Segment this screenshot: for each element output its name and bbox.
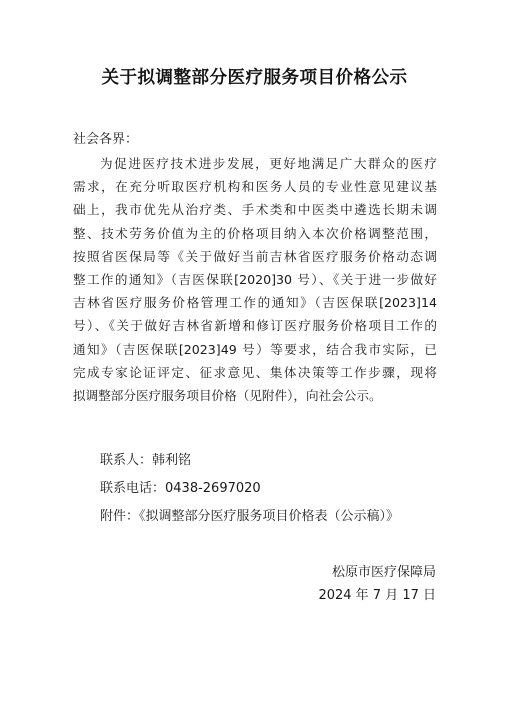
body-line-2: 需求，在充分听取医疗机构和医务人员的专业性意见建议基: [73, 179, 437, 195]
contact-phone: 联系电话：0438-2697020: [100, 481, 261, 496]
body-line-4: 整、技术劳务价值为主的价格项目纳入本次价格调整范围，: [73, 225, 437, 241]
body-line-11: 拟调整部分医疗服务项目价格（见附件），向社会公示。: [73, 388, 382, 404]
body-paragraph: [73, 152, 437, 407]
body-line-8: 号）、《关于做好吉林省新增和修订医疗服务价格项目工作的: [73, 318, 437, 334]
body-line-6: 整工作的通知》（吉医保联[2020]30 号）、《关于进一步做好: [73, 272, 437, 288]
body-line-1: 为促进医疗技术进步发展，更好地满足广大群众的医疗: [100, 156, 437, 171]
body-line-5: 按照省医保局等《关于做好当前吉林省医疗服务价格动态调: [73, 248, 437, 264]
attachment-reference: 附件：《拟调整部分医疗服务项目价格表（公示稿）》: [100, 509, 400, 524]
contact-person: 联系人：韩利铭: [100, 453, 192, 468]
body-line-10: 完成专家论证评定、征求意见、集体决策等工作步骤，现将: [73, 364, 437, 380]
body-line-3: 础上，我市优先从治疗类、手术类和中医类中遴选长期未调: [73, 202, 437, 218]
salutation: 社会各界：: [73, 132, 139, 147]
body-line-9: 通知》（吉医保联[2023]49 号）等要求，结合我市实际，已: [73, 341, 437, 357]
document-title: 关于拟调整部分医疗服务项目价格公示: [101, 68, 408, 88]
signature-organization: 松原市医疗保障局: [331, 565, 436, 580]
signature-date: 2024 年 7 月 17 日: [318, 588, 436, 603]
body-line-7: 吉林省医疗服务价格管理工作的通知》（吉医保联[2023]14: [73, 295, 437, 311]
